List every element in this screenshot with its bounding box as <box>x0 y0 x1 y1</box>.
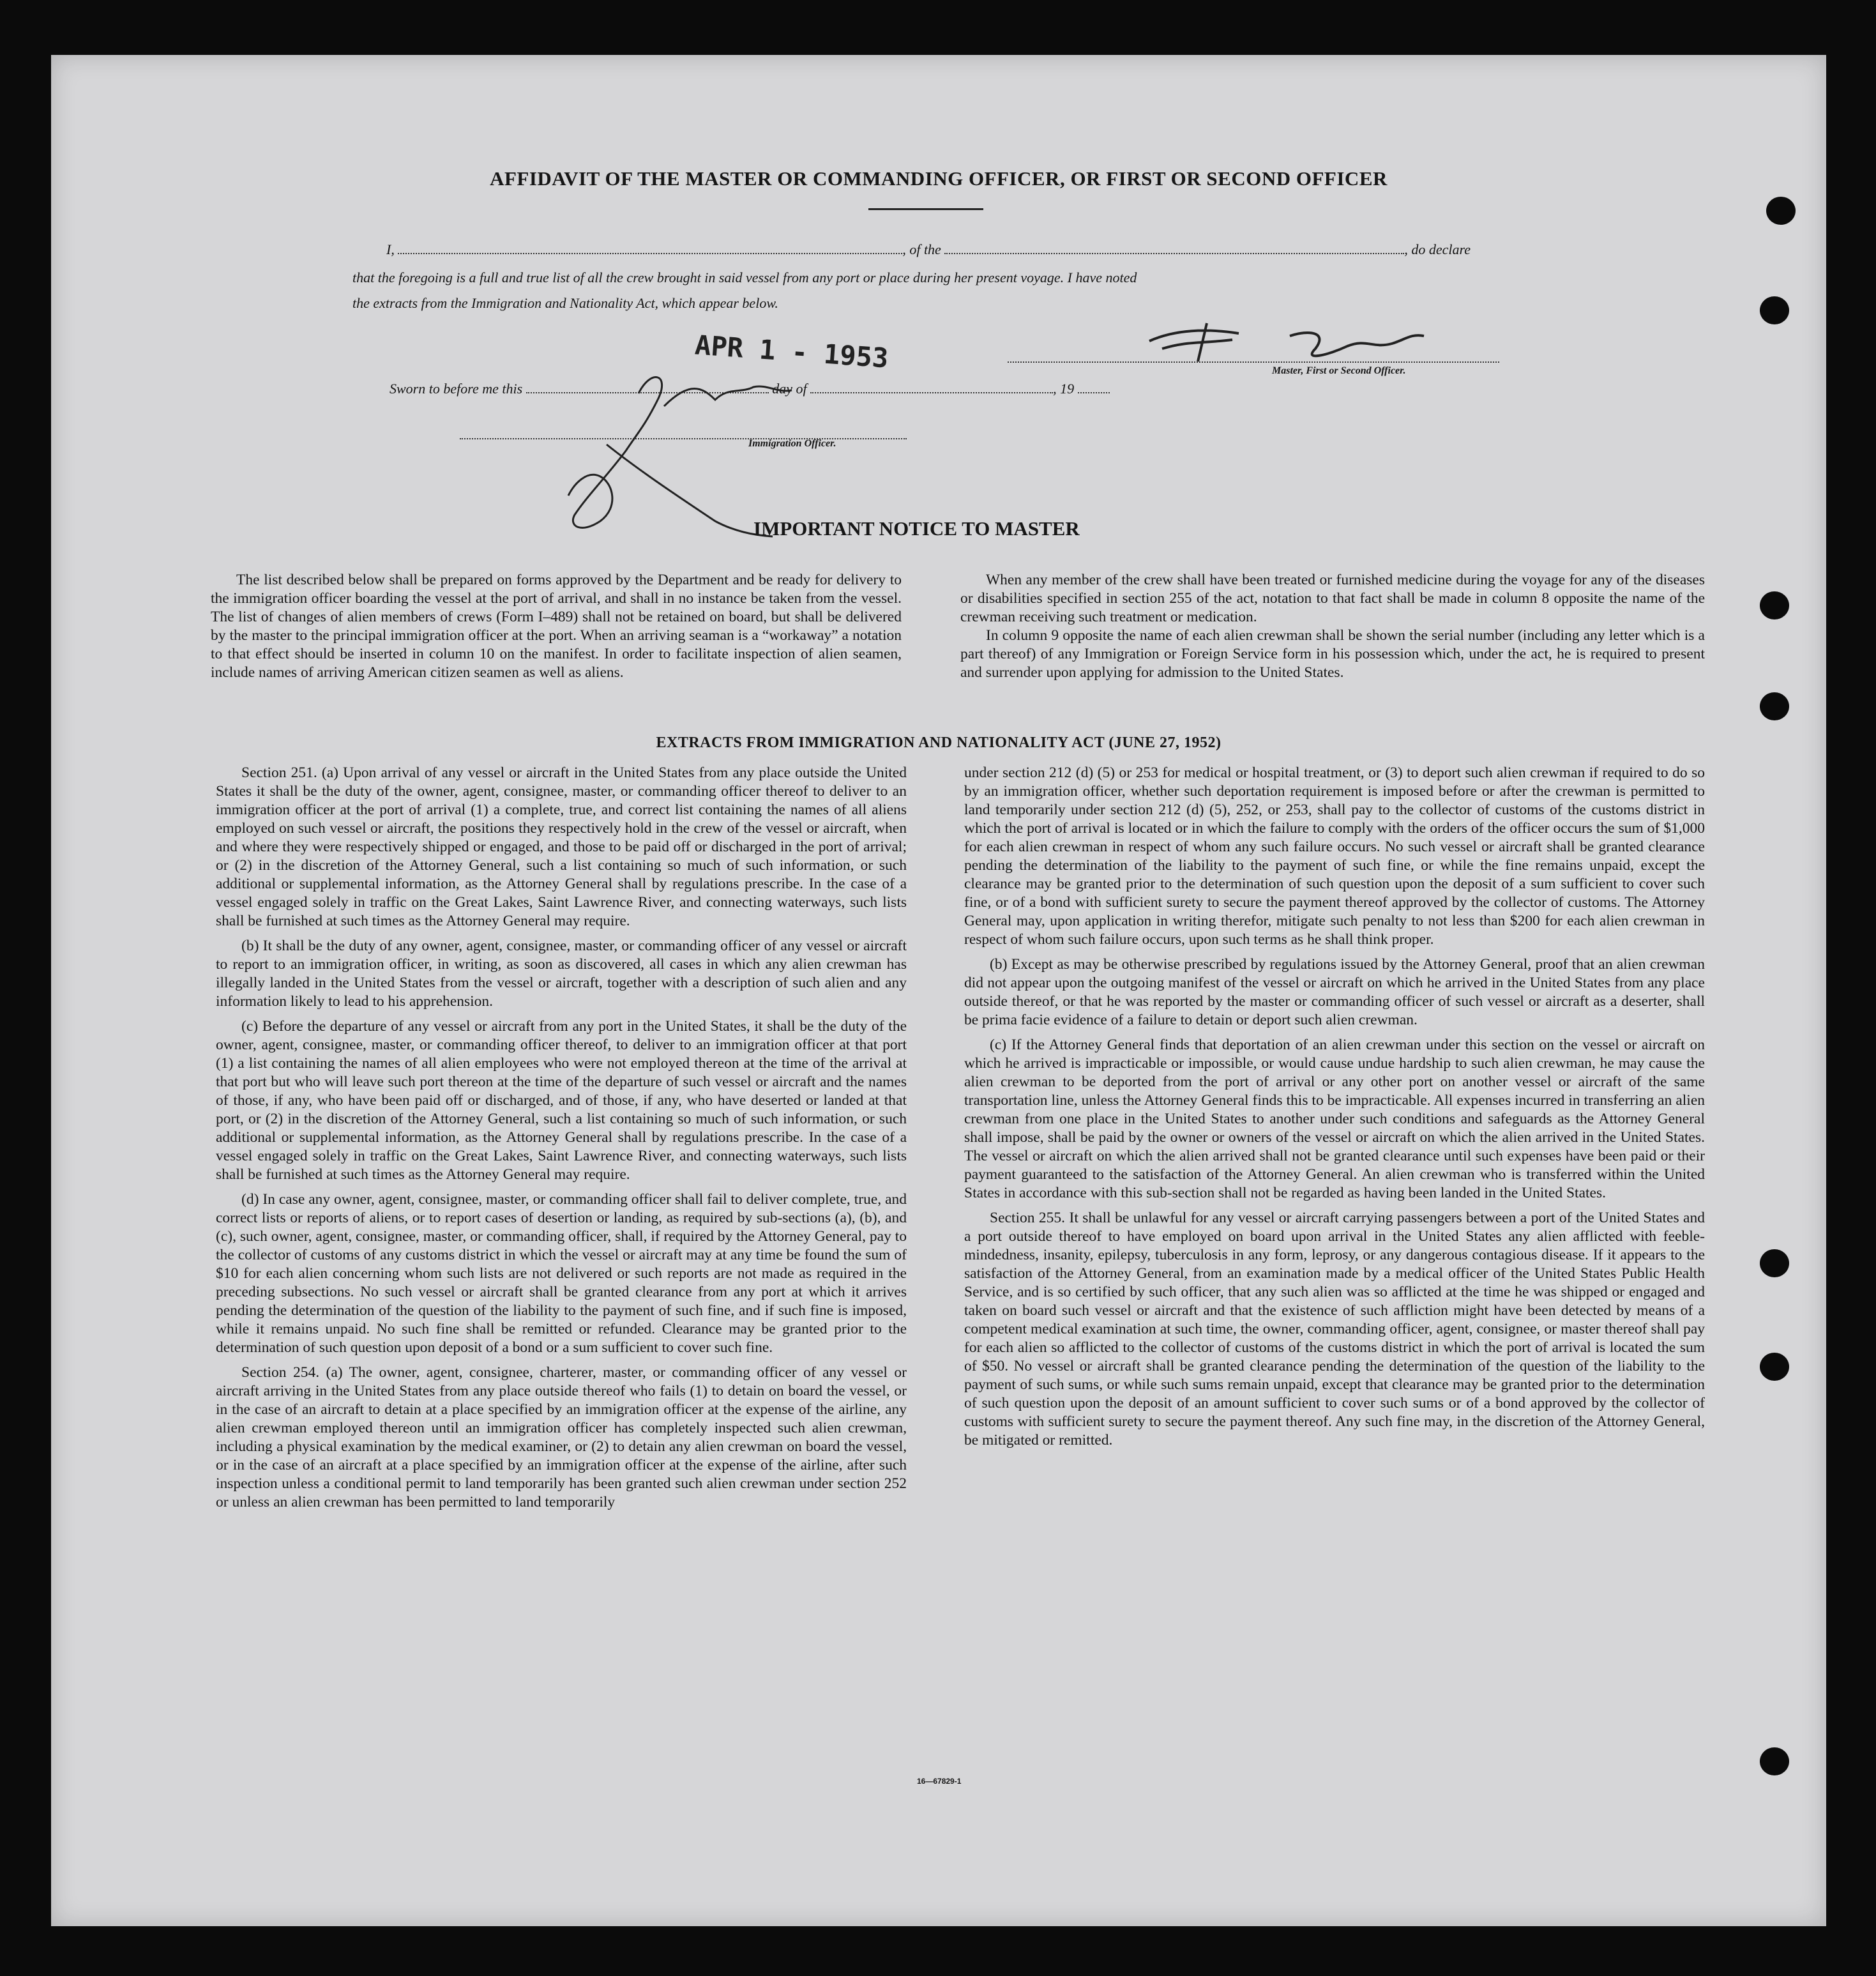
vessel-blank <box>944 241 1404 254</box>
master-signature-line <box>1008 350 1499 363</box>
notice-left-paragraph: The list described below shall be prepared on forms approved by the Department and be ready for delivery to the immigration officer boarding the vessel at the port of arrival, and shall in no instance be taken from the vessel. The list of changes of alien members of crews (Form I–489) shall not be retained on board, but shall be delivered by the master to the principal immigration officer at the port. When an arriving seaman is a “workaway” a notation to that effect should be inserted in column 10 on the manifest. In order to facilitate inspection of alien seamen, include names of arriving American citizen seamen as well as aliens. <box>211 572 902 681</box>
sworn-line <box>390 381 1347 397</box>
sworn-day-blank <box>526 381 769 393</box>
extract-paragraph: (b) Except as may be otherwise prescribed by regulations issued by the Attorney General, proof that an alien crewman did not appear upon the outgoing manifest of the vessel or aircraft on which he arrived in the United States from any place outside thereof, or that he was reported by the master or commanding officer of such vessel or aircraft as a deserter, shall be prima facie evidence of a failure to detain or deport such alien crewman. <box>964 956 1705 1028</box>
extract-paragraph: Section 251. (a) Upon arrival of any vessel or aircraft in the United States from any place outside the United States it shall be the duty of the owner, agent, consignee, master, or commanding officer thereof to deliver to an immigration officer at the port of arrival (1) a complete, true, and correct list containing the names of all aliens employed on such vessel or aircraft, the positions they respectively hold in the crew of the vessel or aircraft, when and where they were respectively shipped or engaged, and those to be paid off or discharged in the port of arrival; or (2) in the discretion of the Attorney General, such a list containing so much of such information, or such additional or supplemental information, as the Attorney General shall by regulations prescribe. In the case of a vessel engaged solely in traffic on the Great Lakes, Saint Lawrence River, and connecting waterways, such lists shall be furnished at such times as the Attorney General may require. <box>216 764 907 929</box>
sworn-year: , 19 <box>1053 381 1075 397</box>
sworn-month-blank <box>810 381 1053 393</box>
extract-paragraph: (d) In case any owner, agent, consignee, master, or commanding officer shall fail to deliver complete, true, and correct lists or reports of aliens, or to report cases of desertion or landing, as required by sub-sections (a), (b), and (c), such owner, agent, consignee, master, or commanding officer, shall, if required by the Attorney General, pay to the collector of customs of any customs district in which the vessel or aircraft may at any time be found the sum of $10 for each alien concerning whom such lists are not delivered or such reports are not made as required in the preceding subsections. No such vessel or aircraft shall be granted clearance from any port at which it arrives pending the determination of the question of the liability to the payment of such fine, and if such fine is imposed, while it remains unpaid. No such fine shall be remitted or refunded. Clearance may be granted prior to the determination of such question upon deposit of a bond or a sum sufficient to cover such fine. <box>216 1191 907 1356</box>
punch-hole <box>1766 197 1796 225</box>
form-number: 16—67829-1 <box>917 1777 962 1786</box>
extract-paragraph: under section 212 (d) (5) or 253 for medical or hospital treatment, or (3) to deport such alien crewman if required to do so by an immigration officer, whether such deportation requirement is imposed before or after the crewman is permitted to land temporarily under section 212 (d) (5), 252, or 253, shall pay to the collector of customs of the customs district in which the port of arrival is located or in which the failure to comply with the orders of the officer occurs the sum of $1,000 for each alien crewman in respect of whom any such failure occurs. No such vessel or aircraft shall be granted clearance pending the determination of the liability to the payment of such fine, or while the fine remains unpaid, except the clearance may be granted prior to the determination of such question upon the deposit of a sum sufficient to cover such fine, or of a bond with sufficient surety to secure the payment thereof approved by the collector of customs. The Attorney General may, upon application in writing therefor, mitigate such penalty to not less than $200 for each alien crewman in respect of whom such failure occurs, upon such terms as he shall think proper. <box>964 764 1705 948</box>
date-stamp: APR 1 - 1953 <box>693 329 889 374</box>
punch-hole <box>1760 591 1789 619</box>
notice-title: IMPORTANT NOTICE TO MASTER <box>753 517 1080 540</box>
notice-right-paragraph-2: In column 9 opposite the name of each alien crewman shall be shown the serial number (including any letter which is a part thereof) of any Immigration or Foreign Service form in his possession which, under the act, he is required to present and surrender upon applying for admission to the United States. <box>960 627 1705 681</box>
title-underline <box>868 208 983 210</box>
extracts-left-column <box>216 764 907 1518</box>
sworn-year-blank <box>1078 381 1110 393</box>
extracts-title: EXTRACTS FROM IMMIGRATION AND NATIONALITY ACT (JUNE 27, 1952) <box>656 734 1222 751</box>
decl-do-declare: , do declare <box>1404 241 1471 257</box>
punch-hole <box>1760 296 1789 324</box>
punch-hole <box>1760 1353 1789 1381</box>
immigration-officer-line <box>460 427 907 439</box>
extracts-right-column <box>964 764 1705 1456</box>
declaration-line-3: the extracts from the Immigration and Nationality Act, which appear below. <box>352 295 778 311</box>
extract-paragraph: (c) Before the departure of any vessel or aircraft from any port in the United States, it shall be the duty of the owner, agent, consignee, master, or commanding officer thereof, to deliver to an immigration officer at that port (1) a list containing the names of all alien employees who were not employed thereon at the time of the arrival at that port but who will leave such port thereon at the time of the departure of such vessel or aircraft and the names of those, if any, who have been paid off or discharged, and of those, if any, who have deserted or landed at that port, or (2) in the discretion of the Attorney General, such a list containing so much of such information, or such additional or supplemental information, as the Attorney General shall by regulations prescribe. In the case of a vessel engaged solely in traffic on the Great Lakes, Saint Lawrence River, and connecting waterways, such lists shall be furnished at such times as the Attorney General may require. <box>216 1018 907 1183</box>
master-caption: Master, First or Second Officer. <box>1272 365 1406 376</box>
extract-paragraph: Section 255. It shall be unlawful for any vessel or aircraft carrying passengers between a port of the United States and a port outside thereof to have employed on board upon arrival in the United States any alien afflicted with feeble-mindedness, insanity, epilepsy, tuberculosis in any form, leprosy, or any dangerous contagious disease. If it appears to the satisfaction of the Attorney General, from an examination made by a medical officer of the United States Public Health Service, and is so certified by such officer, that any such alien was so afflicted at the time he was shipped or engaged and taken on board such vessel or aircraft and that the existence of such affliction might have been detected by means of a competent medical examination at such time, the owner, commanding officer, agent, consignee, or master thereof shall pay for each alien so afflicted to the collector of customs of the customs district in which the port of arrival is located the sum of $50. No vessel or aircraft shall be granted clearance pending the determination of the question of the liability to the payment of such sums, or while such sums remain unpaid, except that clearance may be granted prior to the determination of such question upon the deposit of an amount sufficient to cover such sums or of a bond approved by the collector of customs with sufficient surety to secure the payment thereof. Any such fine may, in the discretion of the Attorney General, be mitigated or remitted. <box>964 1210 1705 1448</box>
extract-paragraph: Section 254. (a) The owner, agent, consignee, charterer, master, or commanding officer of any vessel or aircraft arriving in the United States from any place outside thereof who fails (1) to detain on board the vessel, or in the case of an aircraft to detain at a place specified by an immigration officer at the expense of the airline, any alien crewman employed thereon until an immigration officer has completely inspected such alien crewman, including a physical examination by the medical examiner, or (2) to detain any alien crewman on board the vessel, or in the case of an aircraft at a place specified by an immigration officer at the expense of the airline, after such inspection unless a conditional permit to land temporarily has been granted such alien crewman under section 252 or unless an alien crewman has been permitted to land temporarily <box>216 1364 907 1510</box>
affidavit-title: AFFIDAVIT OF THE MASTER OR COMMANDING OFFICER, OR FIRST OR SECOND OFFICER <box>490 167 1388 190</box>
notice-right-paragraph-1: When any member of the crew shall have been treated or furnished medicine during the voyage for any of the diseases or disabilities specified in section 255 of the act, notation to that fact shall be made in column 8 opposite the name of the crewman receiving such treatment or medication. <box>960 572 1705 625</box>
sworn-day-of: day of <box>772 381 807 397</box>
immigration-officer-caption: Immigration Officer. <box>748 438 836 449</box>
name-blank <box>398 241 902 254</box>
decl-i: I, <box>386 241 395 257</box>
declaration-line-1 <box>386 241 1593 258</box>
punch-hole <box>1760 1249 1789 1277</box>
sworn-label: Sworn to before me this <box>390 381 523 397</box>
notice-right-column <box>960 571 1705 688</box>
punch-hole <box>1760 692 1789 720</box>
notice-left-column <box>211 571 902 688</box>
decl-of-the: , of the <box>902 241 941 257</box>
extract-paragraph: (b) It shall be the duty of any owner, agent, consignee, master, or commanding officer of any vessel or aircraft to report to an immigration officer, in writing, as soon as discovered, all cases in which any alien crewman has illegally landed in the United States from the vessel or aircraft, together with a description of such alien and any information likely to lead to his apprehension. <box>216 938 907 1010</box>
extract-paragraph: (c) If the Attorney General finds that deportation of an alien crewman under this section on the vessel or aircraft on which he arrived is impracticable or impossible, or would cause undue hardship to such alien crewman, he may cause the alien crewman to be deported from the port of arrival or any other port on another vessel or aircraft of the same transportation line, unless the Attorney General finds this to be impracticable. All expenses incurred in transferring an alien crewman from one place in the United States to another under such conditions and safeguards as the Attorney General shall impose, shall be paid by the owner or owners of the vessel or aircraft on which the alien arrived in the United States. The vessel or aircraft on which the alien arrived shall not be granted clearance until such expenses have been paid or their payment guaranteed to the satisfaction of the Attorney General. An alien crewman who is transferred within the United States in accordance with this sub-section shall not be regarded as having been landed in the United States. <box>964 1037 1705 1201</box>
punch-hole <box>1760 1747 1789 1775</box>
document-page <box>51 55 1826 1926</box>
declaration-line-2: that the foregoing is a full and true list of all the crew brought in said vessel from any port or place during her present voyage. I have noted <box>352 270 1137 285</box>
